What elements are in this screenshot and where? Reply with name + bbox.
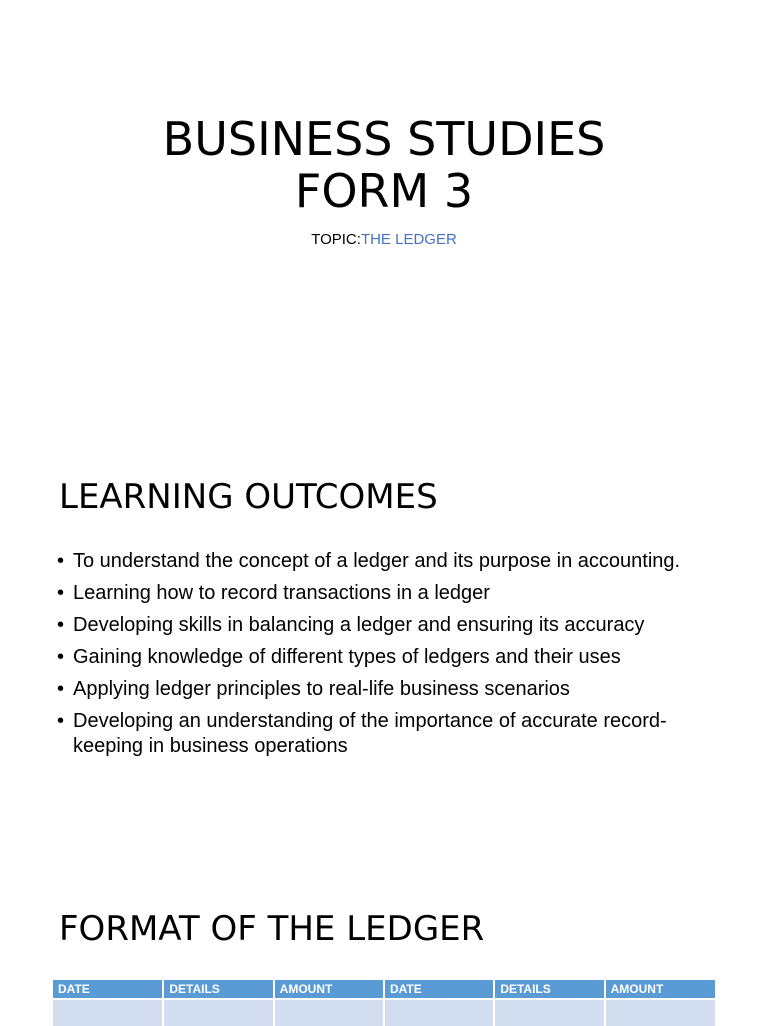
bullet-icon: • xyxy=(57,710,65,732)
learning-outcomes-list xyxy=(57,549,717,766)
list-item xyxy=(57,709,717,759)
column-header-details-debit: DETAILS xyxy=(163,980,273,999)
table-cell xyxy=(384,999,494,1026)
list-item-text: Developing an understanding of the importance of accurate record-keeping in business operations xyxy=(73,710,667,757)
table-header-row xyxy=(53,980,715,999)
title-line-1: BUSINESS STUDIES xyxy=(162,112,606,166)
bullet-icon: • xyxy=(57,614,65,636)
list-item xyxy=(57,645,717,670)
column-header-amount-credit: AMOUNT xyxy=(605,980,715,999)
list-item xyxy=(57,613,717,638)
topic-label: TOPIC: xyxy=(311,231,361,248)
column-header-date-credit: DATE xyxy=(384,980,494,999)
bullet-icon: • xyxy=(57,550,65,572)
table-cell xyxy=(494,999,604,1026)
page-title xyxy=(0,113,768,217)
bullet-icon: • xyxy=(57,646,65,668)
ledger-format-heading: FORMAT OF THE LEDGER xyxy=(59,909,485,949)
title-line-2: FORM 3 xyxy=(294,164,474,218)
bullet-icon: • xyxy=(57,678,65,700)
column-header-amount-debit: AMOUNT xyxy=(274,980,384,999)
list-item-text: Developing skills in balancing a ledger and ensuring its accuracy xyxy=(73,614,645,636)
list-item-text: To understand the concept of a ledger and its purpose in accounting. xyxy=(73,550,681,572)
table-cell xyxy=(53,999,163,1026)
table-cell xyxy=(274,999,384,1026)
table-cell xyxy=(163,999,273,1026)
list-item xyxy=(57,677,717,702)
bullet-icon: • xyxy=(57,582,65,604)
topic-value: THE LEDGER xyxy=(360,231,457,248)
table-row xyxy=(53,999,715,1026)
list-item-text: Learning how to record transactions in a ledger xyxy=(73,582,490,604)
list-item-text: Gaining knowledge of different types of ledgers and their uses xyxy=(73,646,621,668)
list-item xyxy=(57,581,717,606)
list-item xyxy=(57,549,717,574)
learning-outcomes-heading: LEARNING OUTCOMES xyxy=(59,477,438,517)
table-cell xyxy=(605,999,715,1026)
ledger-table xyxy=(53,980,715,1026)
subtitle xyxy=(0,230,768,250)
list-item-text: Applying ledger principles to real-life business scenarios xyxy=(73,678,570,700)
column-header-date-debit: DATE xyxy=(53,980,163,999)
column-header-details-credit: DETAILS xyxy=(494,980,604,999)
